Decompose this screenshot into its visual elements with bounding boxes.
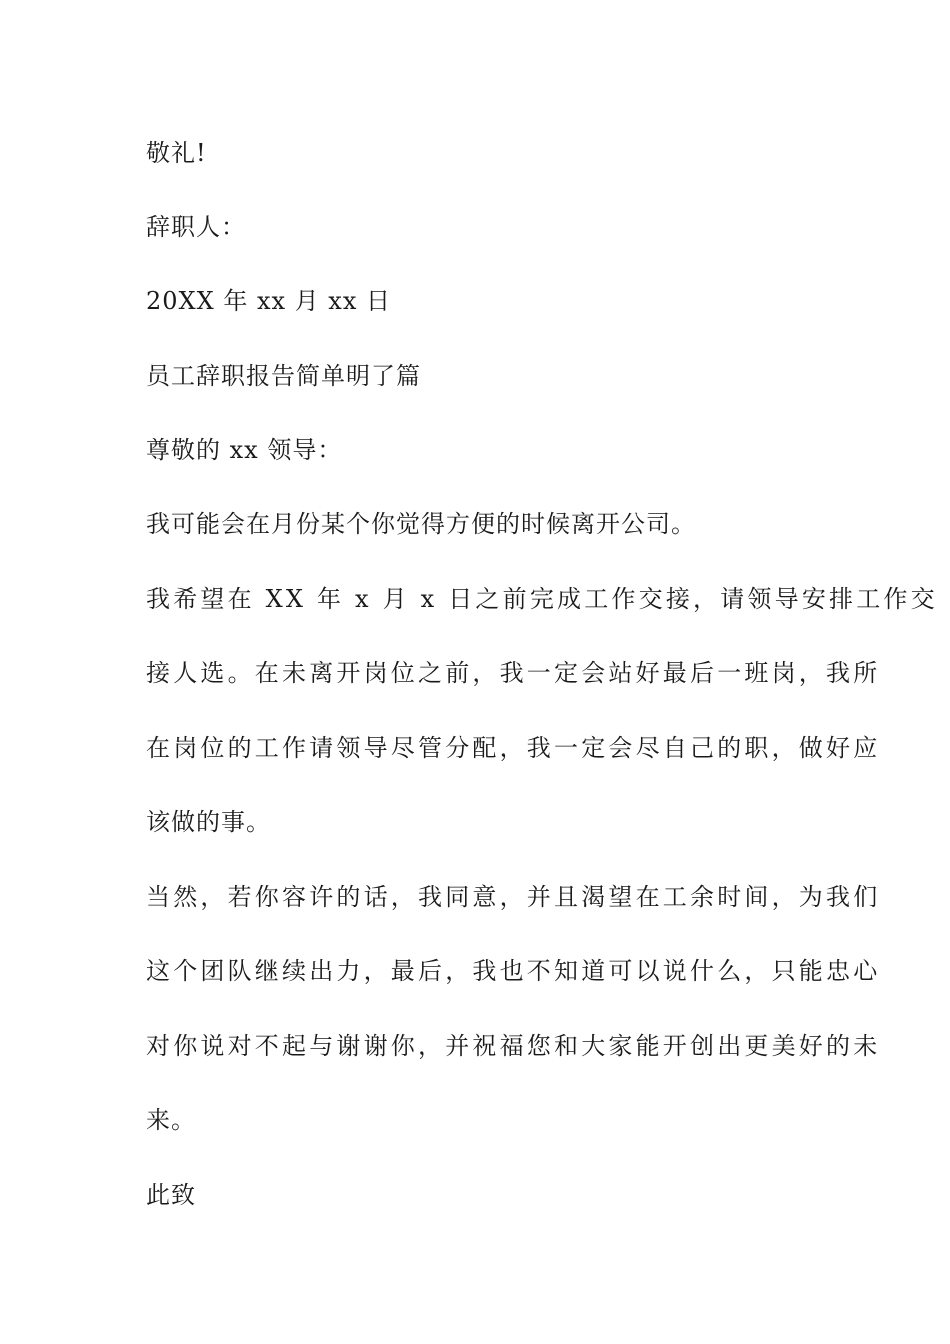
paragraph-3-line-2: 这个团队继续出力，最后，我也不知道可以说什么，只能忠心 — [146, 957, 881, 985]
paragraph-2-line-1: 我希望在 XX 年 x 月 x 日之前完成工作交接，请领导安排工作交 — [146, 585, 938, 613]
date-line: 20XX 年 xx 月 xx 日 — [146, 287, 391, 315]
paragraph-2-line-2: 接人选。在未离开岗位之前，我一定会站好最后一班岗，我所 — [146, 659, 881, 687]
salutation: 尊敬的 xx 领导： — [146, 436, 343, 464]
section-title: 员工辞职报告简单明了篇 — [146, 362, 421, 390]
paragraph-3-line-3: 对你说对不起与谢谢你，并祝福您和大家能开创出更美好的未 — [146, 1032, 881, 1060]
paragraph-3-line-1: 当然，若你容许的话，我同意，并且渴望在工余时间，为我们 — [146, 883, 881, 911]
closing-phrase: 此致 — [146, 1181, 196, 1209]
paragraph-3-line-4: 来。 — [146, 1106, 196, 1134]
paragraph-2-line-4: 该做的事。 — [146, 808, 271, 836]
signer-label: 辞职人： — [146, 213, 246, 241]
paragraph-1-line-1: 我可能会在月份某个你觉得方便的时候离开公司。 — [146, 510, 696, 538]
closing-salute: 敬礼! — [146, 139, 207, 167]
paragraph-2-line-3: 在岗位的工作请领导尽管分配，我一定会尽自己的职，做好应 — [146, 734, 881, 762]
